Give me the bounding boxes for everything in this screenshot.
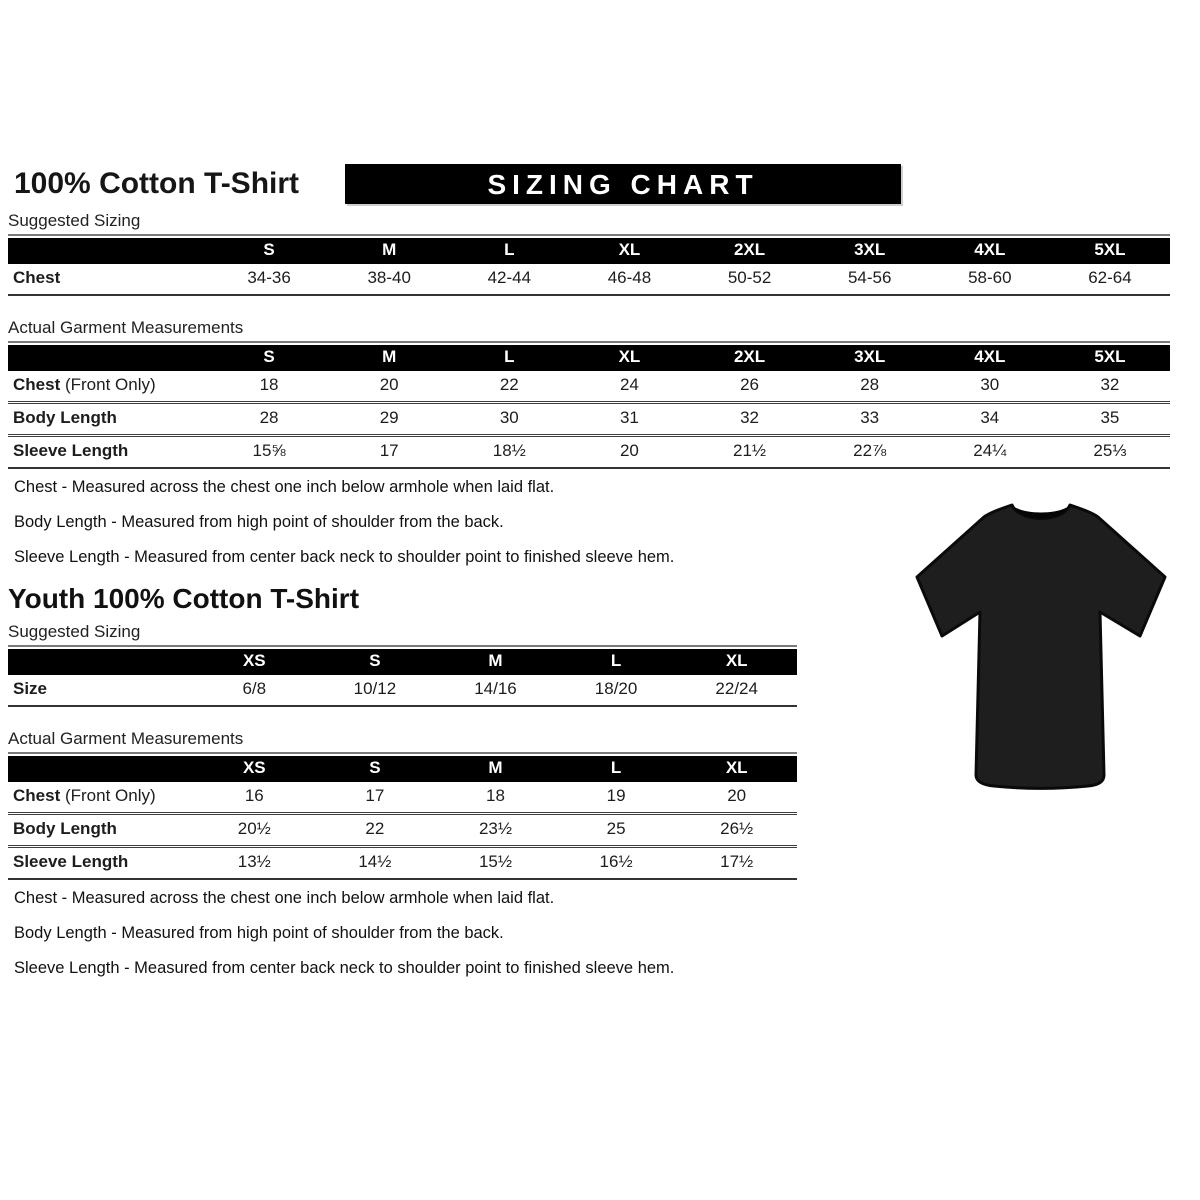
measurement-cell: 24¼	[973, 441, 1007, 460]
measurement-cell: 21½	[733, 441, 767, 460]
measurement-cell: 22	[499, 375, 519, 394]
measurement-cell: 17	[365, 786, 385, 805]
tshirt-image	[890, 483, 1192, 805]
table-header	[8, 649, 797, 675]
measurement-cell: 25	[606, 819, 626, 838]
note-line: Body Length - Measured from high point of shoulder from the back.	[14, 513, 504, 531]
measurement-cell: 15⅝	[252, 441, 286, 460]
measurement-cell: 19	[606, 786, 626, 805]
header-row	[8, 238, 1170, 264]
header-row	[8, 163, 1178, 205]
measurement-cell: 20	[619, 441, 639, 460]
row-label: Sleeve Length	[13, 852, 129, 871]
measurement-cell: 32	[1100, 375, 1120, 394]
youth-actual-table	[8, 756, 797, 880]
measurement-row	[8, 847, 797, 880]
measurement-cell: 42-44	[487, 268, 532, 287]
adult-actual-table-wrap	[8, 341, 1170, 469]
youth-suggested-label: Suggested Sizing	[8, 622, 141, 641]
size-column-header: 5XL	[1050, 238, 1170, 264]
row-label: Chest	[13, 268, 61, 287]
adult-actual-label: Actual Garment Measurements	[8, 318, 244, 337]
size-column-header: 2XL	[690, 238, 810, 264]
measurement-cell: 38-40	[367, 268, 411, 287]
row-label: Sleeve Length	[13, 441, 129, 460]
size-column-header: S	[209, 345, 329, 371]
size-column-header: XS	[194, 649, 315, 675]
measurement-cell: 18	[259, 375, 279, 394]
adult-actual-table	[8, 345, 1170, 469]
table-body	[8, 782, 797, 879]
measurement-row	[8, 436, 1170, 469]
table-header	[8, 238, 1170, 264]
measurement-cell: 22⅞	[853, 441, 887, 460]
row-label: Chest (Front Only)	[13, 375, 156, 394]
youth-notes	[14, 888, 1178, 979]
measurement-row	[8, 403, 1170, 436]
measurement-cell: 22	[365, 819, 385, 838]
measurement-cell: 30	[980, 375, 1000, 394]
adult-suggested-table	[8, 238, 1170, 296]
size-column-header: S	[315, 756, 436, 782]
measurement-cell: 18	[486, 786, 505, 805]
measurement-row	[8, 675, 797, 706]
size-column-header: XL	[569, 345, 689, 371]
measurement-row	[8, 264, 1170, 295]
table-body	[8, 264, 1170, 295]
note-line: Chest - Measured across the chest one inch below armhole when laid flat.	[14, 478, 555, 496]
row-label-header	[8, 649, 194, 675]
page-title: 100% Cotton T-Shirt	[14, 167, 300, 200]
note-line: Chest - Measured across the chest one inch below armhole when laid flat.	[14, 889, 555, 907]
measurement-cell: 33	[860, 408, 880, 427]
measurement-cell: 18½	[492, 441, 526, 460]
size-column-header: L	[556, 756, 677, 782]
measurement-row	[8, 371, 1170, 403]
measurement-cell: 10/12	[353, 679, 397, 698]
measurement-cell: 16½	[599, 852, 633, 871]
size-column-header: S	[209, 238, 329, 264]
adult-suggested-table-wrap	[8, 234, 1170, 296]
measurement-cell: 25⅓	[1093, 441, 1127, 460]
measurement-cell: 20½	[237, 819, 271, 838]
measurement-cell: 18/20	[594, 679, 638, 698]
measurement-cell: 28	[259, 408, 279, 427]
size-column-header: XL	[676, 756, 797, 782]
adult-suggested-label: Suggested Sizing	[8, 211, 141, 230]
size-column-header: M	[435, 649, 556, 675]
measurement-cell: 26	[740, 375, 760, 394]
row-label-header	[8, 756, 194, 782]
note-line: Sleeve Length - Measured from center back neck to shoulder point to finished sleeve hem.	[14, 548, 675, 566]
size-column-header: M	[329, 238, 449, 264]
measurement-cell: 31	[619, 408, 639, 427]
measurement-cell: 13½	[237, 852, 271, 871]
row-label: Chest (Front Only)	[13, 786, 156, 805]
measurement-cell: 6/8	[242, 679, 267, 698]
youth-suggested-table	[8, 649, 797, 707]
size-column-header: 3XL	[810, 238, 930, 264]
measurement-cell: 22/24	[715, 679, 758, 698]
size-column-header: 5XL	[1050, 345, 1170, 371]
row-label-header	[8, 238, 209, 264]
size-column-header: XL	[676, 649, 797, 675]
youth-actual-table-wrap	[8, 752, 797, 880]
sizing-chart-banner: SIZING CHART	[345, 164, 901, 204]
header-row	[8, 649, 797, 675]
size-column-header: 3XL	[810, 345, 930, 371]
size-column-header: 2XL	[690, 345, 810, 371]
measurement-row	[8, 814, 797, 847]
measurement-cell: 16	[244, 786, 264, 805]
header-row	[8, 756, 797, 782]
measurement-cell: 23½	[478, 819, 513, 838]
youth-actual-label: Actual Garment Measurements	[8, 729, 244, 748]
size-column-header: 4XL	[930, 345, 1050, 371]
measurement-cell: 30	[499, 408, 519, 427]
measurement-cell: 14/16	[474, 679, 517, 698]
size-column-header: XS	[194, 756, 315, 782]
row-label: Size	[13, 679, 48, 698]
table-body	[8, 675, 797, 706]
row-label-header	[8, 345, 209, 371]
note-line: Body Length - Measured from high point of shoulder from the back.	[14, 924, 504, 942]
measurement-cell: 32	[740, 408, 760, 427]
size-column-header: L	[556, 649, 677, 675]
row-label: Body Length	[13, 819, 117, 838]
youth-suggested-table-wrap	[8, 645, 797, 707]
size-column-header: L	[449, 345, 569, 371]
measurement-cell: 62-64	[1088, 268, 1132, 287]
measurement-cell: 20	[379, 375, 399, 394]
size-column-header: M	[435, 756, 556, 782]
measurement-cell: 50-52	[727, 268, 772, 287]
size-column-header: M	[329, 345, 449, 371]
size-column-header: 4XL	[930, 238, 1050, 264]
table-header	[8, 756, 797, 782]
note-line: Sleeve Length - Measured from center back neck to shoulder point to finished sleeve hem.	[14, 959, 675, 977]
measurement-cell: 26½	[720, 819, 754, 838]
measurement-cell: 14½	[358, 852, 392, 871]
measurement-cell: 28	[860, 375, 880, 394]
measurement-cell: 20	[727, 786, 747, 805]
measurement-cell: 34-36	[247, 268, 291, 287]
measurement-cell: 17	[379, 441, 399, 460]
measurement-cell: 29	[379, 408, 399, 427]
measurement-cell: 58-60	[968, 268, 1012, 287]
header-row	[8, 345, 1170, 371]
measurement-cell: 17½	[720, 852, 754, 871]
table-body	[8, 371, 1170, 468]
measurement-cell: 35	[1100, 408, 1120, 427]
youth-title: Youth 100% Cotton T-Shirt	[8, 583, 360, 614]
measurement-cell: 24	[619, 375, 639, 394]
size-column-header: S	[315, 649, 436, 675]
measurement-cell: 15½	[478, 852, 513, 871]
size-column-header: L	[449, 238, 569, 264]
measurement-cell: 46-48	[607, 268, 652, 287]
tshirt-icon	[890, 483, 1192, 805]
measurement-cell: 54-56	[847, 268, 892, 287]
table-header	[8, 345, 1170, 371]
row-label: Body Length	[13, 408, 117, 427]
size-column-header: XL	[569, 238, 689, 264]
measurement-row	[8, 782, 797, 814]
measurement-cell: 34	[980, 408, 1000, 427]
